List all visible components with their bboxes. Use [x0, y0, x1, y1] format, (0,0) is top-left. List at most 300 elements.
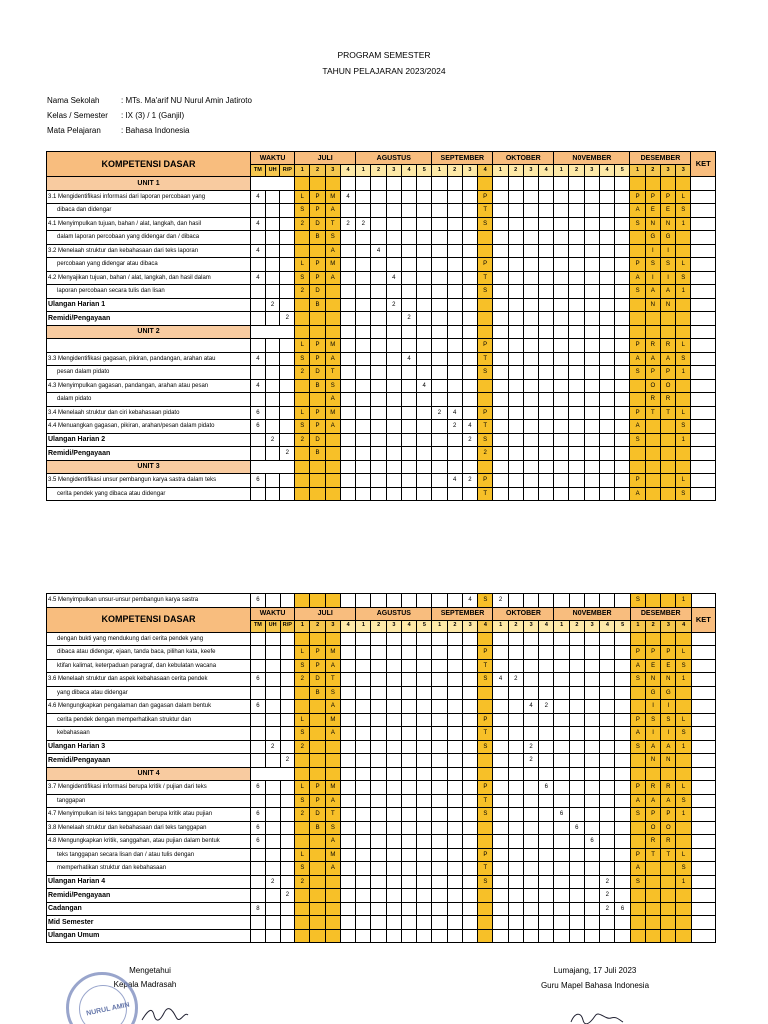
week-cell: [539, 848, 554, 862]
ket-cell: [691, 781, 715, 795]
kd-text: Remidi/Pengayaan: [47, 754, 251, 768]
week-cell: [417, 862, 432, 876]
week-cell: [493, 433, 508, 447]
week-cell: [523, 848, 538, 862]
week-cell: P: [630, 781, 645, 795]
waktu-cell: 2: [265, 298, 280, 312]
week-cell: [295, 447, 310, 461]
week-cell: [599, 366, 614, 380]
week-cell: [523, 889, 538, 903]
week-cell: [538, 258, 553, 272]
week-cell: P: [478, 258, 493, 272]
week-cell: [599, 312, 614, 326]
week-cell: [432, 767, 447, 781]
week-cell: 4: [401, 352, 416, 366]
waktu-cell: [251, 713, 266, 727]
week-cell: [554, 312, 569, 326]
week-cell: 6: [584, 835, 599, 849]
week-cell: [340, 594, 355, 608]
week-cell: [645, 902, 660, 916]
ket-cell: [691, 393, 716, 407]
week-cell: [538, 433, 553, 447]
week-cell: O: [660, 379, 675, 393]
week-cell: 2: [295, 740, 310, 754]
week-cell: [340, 754, 355, 768]
week-cell: [432, 632, 447, 646]
kd-text: kebahasaan: [47, 727, 251, 741]
week-cell: [508, 808, 523, 822]
week-cell: [554, 916, 569, 930]
week-cell: [660, 325, 675, 339]
week-cell: B: [310, 447, 325, 461]
week-cell: [539, 875, 554, 889]
week-cell: [569, 460, 584, 474]
week-cell: [478, 312, 493, 326]
waktu-cell: [265, 848, 280, 862]
week-cell: [539, 821, 554, 835]
waktu-cell: [251, 848, 266, 862]
week-cell: [584, 271, 599, 285]
week-cell: [356, 366, 371, 380]
week-cell: [432, 862, 447, 876]
week-cell: [539, 889, 554, 903]
week-cell: [569, 217, 584, 231]
week-cell: [569, 474, 584, 488]
waktu-cell: 4: [251, 352, 266, 366]
week-cell: [386, 821, 401, 835]
week-cell: [478, 916, 493, 930]
week-cell: [539, 740, 554, 754]
kd-text: Remidi/Pengayaan: [47, 889, 251, 903]
week-cell: [371, 339, 386, 353]
week-cell: [325, 325, 340, 339]
week-cell: [401, 285, 416, 299]
week-cell: [630, 298, 645, 312]
ket-cell: [691, 244, 716, 258]
week-cell: [600, 916, 615, 930]
week-cell: [569, 848, 584, 862]
week-cell: [584, 460, 599, 474]
page-subtitle: TAHUN PELAJARAN 2023/2024: [322, 66, 446, 76]
week-cell: [676, 177, 691, 191]
week-cell: [569, 312, 584, 326]
week-cell: [371, 781, 386, 795]
week-cell: [584, 659, 599, 673]
week-cell: [386, 258, 401, 272]
week-cell: [493, 393, 508, 407]
week-cell: [493, 632, 508, 646]
week-cell: [447, 433, 462, 447]
kd-text: [47, 339, 251, 353]
week-cell: [401, 754, 416, 768]
week-cell: [615, 916, 630, 930]
week-cell: A: [325, 727, 340, 741]
week-cell: [356, 902, 371, 916]
header-week: 1: [554, 165, 569, 177]
header-week: 1: [432, 165, 447, 177]
week-cell: [371, 204, 386, 218]
week-cell: [432, 594, 447, 608]
week-cell: [478, 835, 493, 849]
week-cell: [432, 258, 447, 272]
week-cell: L: [676, 646, 691, 660]
ket-cell: [691, 808, 715, 822]
waktu-cell: 2: [280, 754, 295, 768]
week-cell: [417, 325, 432, 339]
week-cell: [478, 902, 493, 916]
week-cell: [554, 848, 569, 862]
week-cell: 1: [676, 594, 691, 608]
week-cell: [432, 686, 447, 700]
week-cell: [417, 217, 432, 231]
week-cell: [447, 258, 462, 272]
kd-text: 3.3 Mengidentifikasi gagasan, pikiran, pandangan, arahan atau: [47, 352, 251, 366]
header-month: OKTOBER: [493, 607, 554, 620]
week-cell: [676, 916, 691, 930]
week-cell: [554, 659, 569, 673]
week-cell: [386, 727, 401, 741]
week-cell: [356, 916, 371, 930]
week-cell: [401, 271, 416, 285]
week-cell: [417, 258, 432, 272]
week-cell: A: [630, 727, 645, 741]
week-cell: [295, 889, 310, 903]
week-cell: [432, 366, 447, 380]
week-cell: [310, 487, 325, 501]
week-cell: [630, 393, 645, 407]
week-cell: 6: [569, 821, 584, 835]
week-cell: [630, 835, 645, 849]
week-cell: [645, 889, 660, 903]
week-cell: [356, 794, 371, 808]
week-cell: [371, 754, 386, 768]
week-cell: [615, 646, 630, 660]
week-cell: [554, 285, 569, 299]
week-cell: L: [676, 406, 691, 420]
waktu-cell: [265, 673, 280, 687]
week-cell: [325, 177, 340, 191]
week-cell: [386, 767, 401, 781]
week-cell: [432, 312, 447, 326]
waktu-cell: 8: [251, 902, 266, 916]
week-cell: [417, 916, 432, 930]
waktu-cell: [251, 339, 266, 353]
header-week: 3: [676, 165, 691, 177]
waktu-cell: 6: [251, 406, 266, 420]
week-cell: [615, 177, 630, 191]
week-cell: [356, 312, 371, 326]
week-cell: T: [661, 848, 676, 862]
week-cell: [417, 835, 432, 849]
week-cell: [310, 312, 325, 326]
ket-cell: [691, 794, 715, 808]
week-cell: A: [645, 740, 660, 754]
week-cell: 4: [386, 271, 401, 285]
ket-cell: [691, 916, 715, 930]
week-cell: [462, 406, 477, 420]
waktu-cell: [280, 366, 295, 380]
week-cell: [539, 916, 554, 930]
week-cell: [645, 325, 660, 339]
week-cell: [371, 420, 386, 434]
week-cell: [615, 393, 630, 407]
waktu-cell: 4: [251, 190, 266, 204]
week-cell: [584, 673, 599, 687]
week-cell: P: [310, 271, 325, 285]
week-cell: [493, 700, 508, 714]
week-cell: S: [325, 686, 340, 700]
week-cell: [340, 177, 355, 191]
week-cell: [539, 902, 554, 916]
waktu-cell: [280, 594, 295, 608]
week-cell: 2: [340, 217, 355, 231]
week-cell: [462, 740, 477, 754]
week-cell: [630, 929, 645, 943]
week-cell: [538, 298, 553, 312]
week-cell: S: [295, 352, 310, 366]
week-cell: [356, 835, 371, 849]
week-cell: [340, 646, 355, 660]
week-cell: S: [630, 875, 645, 889]
week-cell: [523, 727, 538, 741]
week-cell: [371, 727, 386, 741]
waktu-cell: [280, 298, 295, 312]
kd-text: 3.5 Mengidentifikasi unsur pembangun karya sastra dalam teks: [47, 474, 251, 488]
week-cell: [599, 271, 614, 285]
week-cell: [661, 902, 676, 916]
week-cell: [447, 393, 462, 407]
week-cell: [554, 406, 569, 420]
week-cell: L: [295, 848, 310, 862]
waktu-cell: [265, 217, 280, 231]
header-week: 4: [401, 620, 416, 632]
week-cell: [523, 821, 538, 835]
week-cell: S: [478, 217, 493, 231]
week-cell: S: [478, 875, 493, 889]
unit-heading: UNIT 2: [47, 325, 251, 339]
week-cell: [645, 929, 660, 943]
week-cell: R: [645, 393, 660, 407]
header-week: 2: [447, 165, 462, 177]
kd-text: Ulangan Umum: [47, 929, 251, 943]
waktu-cell: [265, 794, 280, 808]
ket-cell: [691, 325, 716, 339]
week-cell: 1: [676, 366, 691, 380]
week-cell: [432, 754, 447, 768]
week-cell: [554, 177, 569, 191]
week-cell: [447, 271, 462, 285]
week-cell: 2: [508, 673, 523, 687]
waktu-cell: [265, 271, 280, 285]
week-cell: L: [295, 406, 310, 420]
week-cell: [493, 190, 508, 204]
week-cell: [401, 487, 416, 501]
week-cell: S: [676, 659, 691, 673]
week-cell: [676, 447, 691, 461]
week-cell: [386, 754, 401, 768]
week-cell: [340, 366, 355, 380]
week-cell: [600, 754, 615, 768]
week-cell: [508, 875, 523, 889]
week-cell: [584, 700, 599, 714]
week-cell: [554, 713, 569, 727]
week-cell: L: [676, 339, 691, 353]
week-cell: [447, 285, 462, 299]
week-cell: [615, 686, 630, 700]
week-cell: [401, 420, 416, 434]
waktu-cell: [280, 632, 295, 646]
week-cell: L: [295, 713, 310, 727]
ket-cell: [691, 406, 716, 420]
waktu-cell: 6: [251, 700, 266, 714]
week-cell: [630, 889, 645, 903]
week-cell: [401, 889, 416, 903]
waktu-cell: [280, 916, 295, 930]
week-cell: [462, 393, 477, 407]
week-cell: [508, 420, 523, 434]
week-cell: [523, 594, 538, 608]
header-week: 2: [447, 620, 462, 632]
kd-text: Remidi/Pengayaan: [47, 312, 251, 326]
week-cell: [432, 740, 447, 754]
week-cell: [356, 271, 371, 285]
acknowledge-label: Mengetahui: [129, 966, 171, 975]
week-cell: [478, 393, 493, 407]
week-cell: P: [630, 713, 645, 727]
week-cell: M: [325, 190, 340, 204]
week-cell: A: [630, 271, 645, 285]
week-cell: [417, 673, 432, 687]
ket-cell: [691, 659, 715, 673]
week-cell: [584, 727, 599, 741]
week-cell: [569, 244, 584, 258]
week-cell: [295, 177, 310, 191]
week-cell: [523, 271, 538, 285]
week-cell: [356, 808, 371, 822]
week-cell: S: [676, 420, 691, 434]
waktu-cell: [280, 190, 295, 204]
week-cell: [340, 713, 355, 727]
week-cell: N: [660, 217, 675, 231]
week-cell: [538, 487, 553, 501]
week-cell: [386, 659, 401, 673]
week-cell: T: [645, 848, 660, 862]
week-cell: [584, 258, 599, 272]
week-cell: [325, 902, 340, 916]
week-cell: [584, 916, 599, 930]
week-cell: [371, 285, 386, 299]
week-cell: [523, 916, 538, 930]
empty-cell: [251, 767, 295, 781]
waktu-cell: [251, 487, 266, 501]
week-cell: [508, 379, 523, 393]
week-cell: [493, 204, 508, 218]
week-cell: [493, 339, 508, 353]
week-cell: [401, 325, 416, 339]
week-cell: [432, 393, 447, 407]
week-cell: [340, 379, 355, 393]
week-cell: [295, 835, 310, 849]
week-cell: [356, 646, 371, 660]
kd-text: pesan dalam pidato: [47, 366, 251, 380]
week-cell: [340, 727, 355, 741]
waktu-cell: [280, 379, 295, 393]
week-cell: [508, 754, 523, 768]
week-cell: [493, 420, 508, 434]
waktu-cell: [265, 835, 280, 849]
waktu-cell: [265, 474, 280, 488]
week-cell: [432, 727, 447, 741]
week-cell: [462, 190, 477, 204]
week-cell: [340, 794, 355, 808]
week-cell: [478, 298, 493, 312]
week-cell: [462, 487, 477, 501]
ket-cell: [691, 835, 715, 849]
week-cell: [432, 659, 447, 673]
kd-text: Remidi/Pengayaan: [47, 447, 251, 461]
week-cell: A: [645, 794, 660, 808]
week-cell: [310, 767, 325, 781]
week-cell: [493, 794, 508, 808]
week-cell: [371, 298, 386, 312]
week-cell: A: [630, 204, 645, 218]
week-cell: [432, 325, 447, 339]
week-cell: [584, 848, 599, 862]
week-cell: [447, 659, 462, 673]
ket-cell: [691, 487, 716, 501]
week-cell: [645, 177, 660, 191]
waktu-cell: [265, 889, 280, 903]
week-cell: [569, 285, 584, 299]
week-cell: [340, 231, 355, 245]
week-cell: [447, 298, 462, 312]
week-cell: [478, 686, 493, 700]
week-cell: [569, 659, 584, 673]
week-cell: P: [478, 190, 493, 204]
week-cell: [401, 244, 416, 258]
week-cell: [554, 487, 569, 501]
week-cell: [539, 808, 554, 822]
week-cell: [386, 594, 401, 608]
week-cell: S: [478, 740, 493, 754]
week-cell: [447, 929, 462, 943]
week-cell: [340, 781, 355, 795]
week-cell: S: [478, 366, 493, 380]
week-cell: [508, 862, 523, 876]
week-cell: B: [310, 821, 325, 835]
week-cell: S: [295, 659, 310, 673]
week-cell: D: [310, 285, 325, 299]
week-cell: [447, 352, 462, 366]
week-cell: L: [676, 781, 691, 795]
week-cell: [371, 217, 386, 231]
week-cell: [630, 244, 645, 258]
week-cell: [676, 700, 691, 714]
week-cell: [371, 929, 386, 943]
week-cell: [569, 673, 584, 687]
week-cell: [462, 312, 477, 326]
week-cell: D: [310, 366, 325, 380]
week-cell: [661, 594, 676, 608]
week-cell: [599, 244, 614, 258]
week-cell: [356, 767, 371, 781]
week-cell: P: [310, 646, 325, 660]
week-cell: [371, 433, 386, 447]
header-week: 4: [478, 165, 493, 177]
week-cell: [645, 433, 660, 447]
week-cell: [356, 379, 371, 393]
waktu-cell: [280, 821, 295, 835]
